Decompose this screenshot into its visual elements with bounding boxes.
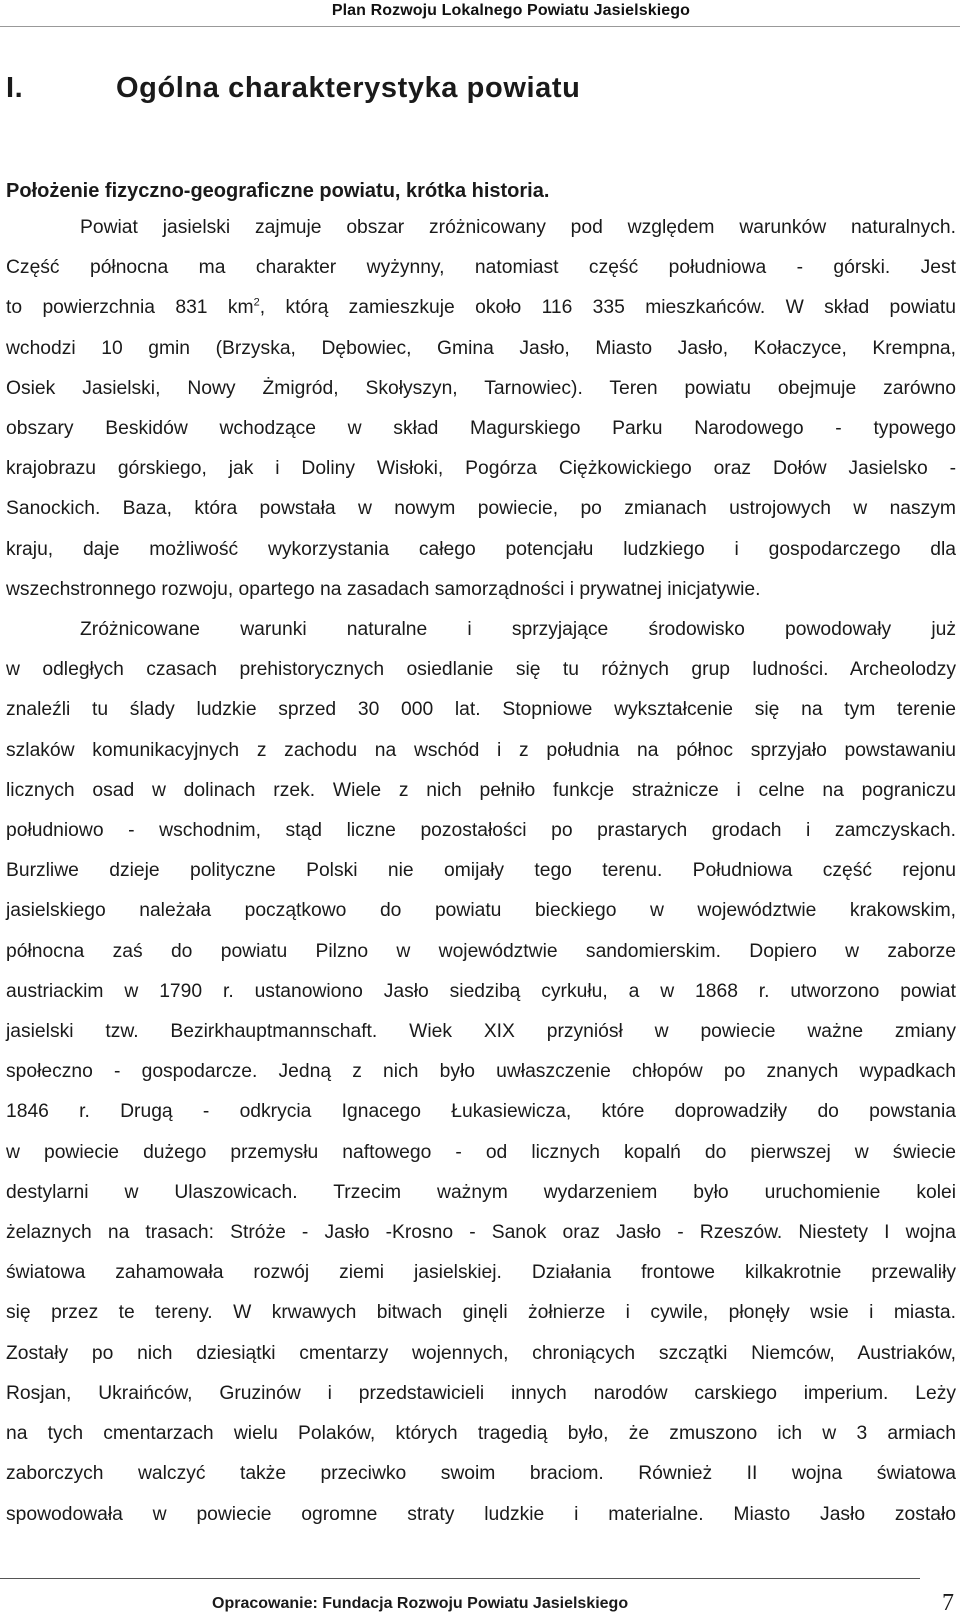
text-line: szlaków komunikacyjnych z zachodu na wschód i z południa na północ sprzyjało powstawaniu (6, 739, 956, 761)
chapter-title (6, 72, 580, 105)
footer-text: Opracowanie: Fundacja Rozwoju Powiatu Jasielskiego (212, 1595, 629, 1612)
text-line: obszary Beskidów wchodzące w skład Magurskiego Parku Narodowego - typowego (6, 418, 956, 440)
text-line: znaleźli tu ślady ludzkie sprzed 30 000 lat. Stopniowe wykształcenie się na tym terenie (6, 699, 956, 721)
text-line: krajobrazu górskiego, jak i Doliny Wisłoki, Pogórza Ciężkowickiego oraz Dołów Jasielsko - (6, 458, 956, 480)
text-line: jasielskiego należała początkowo do powiatu bieckiego w województwie krakowskim, (6, 900, 956, 922)
footer-rule (0, 1578, 920, 1579)
text-line: północna zaś do powiatu Pilzno w województwie sandomierskim. Dopiero w zaborze (6, 940, 956, 962)
text-line: południowo - wschodnim, stąd liczne pozostałości po prastarych grodach i zamczyskach. (6, 820, 956, 842)
superscript: 2 (253, 296, 260, 309)
text-line: Burzliwe dzieje polityczne Polski nie omijały tego terenu. Południowa część rejonu (6, 860, 956, 882)
text-line: Sanockich. Baza, która powstała w nowym powiecie, po zmianach ustrojowych w naszym (6, 498, 956, 520)
text-line: Zostały po nich dziesiątki cmentarzy wojennych, chroniących szczątki Niemców, Austriaków, (6, 1342, 956, 1364)
text-line: Zróżnicowane warunki naturalne i sprzyjające środowisko powodowały już (80, 619, 956, 641)
chapter-number: I. (6, 72, 24, 104)
text-line: Rosjan, Ukraińców, Gruzinów i przedstawicieli innych narodów carskiego imperium. Leży (6, 1382, 956, 1404)
text-line: światowa zahamowała rozwój ziemi jasielskiej. Działania frontowe kilkakrotnie przewaliły (6, 1262, 956, 1284)
text-line: wchodzi 10 gmin (Brzyska, Dębowiec, Gmina Jasło, Miasto Jasło, Kołaczyce, Krempna, (6, 337, 956, 359)
text-line: Osiek Jasielski, Nowy Żmigród, Skołyszyn, Tarnowiec). Teren powiatu obejmuje zarówno (6, 377, 956, 399)
text-line: się przez te tereny. W krwawych bitwach ginęli żołnierze i cywile, płonęły wsie i miasta. (6, 1302, 956, 1324)
header-rule (0, 26, 960, 27)
text-line: destylarni w Ulaszowicach. Trzecim ważnym wydarzeniem było uruchomienie kolei (6, 1181, 956, 1203)
text-line: Część północna ma charakter wyżynny, natomiast część południowa - górski. Jest (6, 257, 956, 279)
text-line: Powiat jasielski zajmuje obszar zróżnicowany pod względem warunków naturalnych. (80, 217, 956, 238)
text-line: w powiecie dużego przemysłu naftowego - od licznych kopalń do pierwszej w świecie (6, 1141, 956, 1163)
chapter-title-text: Ogólna charakterystyka powiatu (116, 72, 581, 104)
text-fragment: to powierzchnia 831 km (6, 297, 254, 319)
text-line: spowodowała w powiecie ogromne straty ludzkie i materialne. Miasto Jasło zostało (6, 1503, 956, 1525)
running-header (0, 0, 960, 28)
text-line: kraju, daje możliwość wykorzystania całego potencjału ludzkiego i gospodarczego dla (6, 538, 956, 560)
text-line: w odległych czasach prehistorycznych osiedlanie się tu różnych grup ludności. Archeolodzy (6, 659, 956, 681)
text-line: wszechstronnego rozwoju, opartego na zasadach samorządności i prywatnej inicjatywie. (6, 578, 761, 600)
text-line: zaborczych walczyć także przeciwko swoim braciom. Również II wojna światowa (6, 1463, 956, 1485)
section-heading: Położenie fizyczno-geograficzne powiatu, krótka historia. (6, 180, 550, 202)
paragraph-2 (6, 610, 956, 1535)
text-line: licznych osad w dolinach rzek. Wiele z nich pełniło funkcje strażnicze i celne na pograniczu (6, 779, 956, 801)
text-line: austriackim w 1790 r. ustanowiono Jasło siedzibą cyrkułu, a w 1868 r. utworzono powiat (6, 980, 956, 1002)
page-number: 7 (942, 1590, 954, 1616)
body-text (6, 208, 956, 1535)
text-line: żelaznych na trasach: Stróże - Jasło -Krosno - Sanok oraz Jasło - Rzeszów. Niestety I wojna (6, 1222, 956, 1244)
text-line: jasielski tzw. Bezirkhauptmannschaft. Wiek XIX przyniósł w powiecie ważne zmiany (6, 1021, 956, 1043)
text-line: społeczno - gospodarcze. Jedną z nich było uwłaszczenie chłopów po znanych wypadkach (6, 1061, 956, 1083)
text-line: 1846 r. Drugą - odkrycia Ignacego Łukasiewicza, które doprowadziły do powstania (6, 1101, 956, 1123)
running-header-title: Plan Rozwoju Lokalnego Powiatu Jasielskiego (331, 2, 690, 19)
paragraph-1 (6, 208, 956, 610)
text-line: na tych cmentarzach wielu Polaków, których tragedią było, że zmuszono ich w 3 armiach (6, 1423, 956, 1445)
text-line (6, 288, 956, 328)
text-fragment: , którą zamieszkuje około 116 335 mieszkańców. W skład powiatu (259, 297, 956, 319)
